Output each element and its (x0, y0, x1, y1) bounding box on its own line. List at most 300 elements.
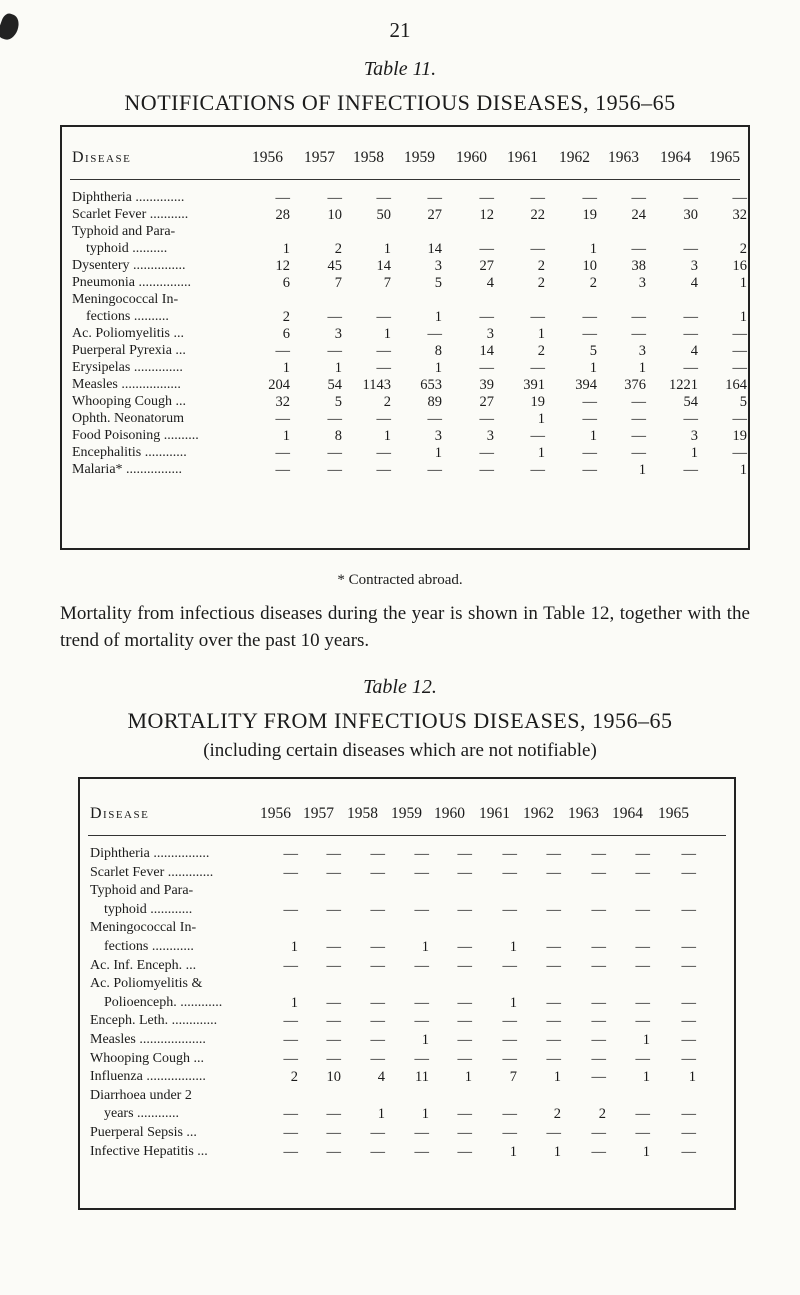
row-label (90, 884, 193, 898)
cell-1962: — (546, 939, 561, 955)
cell-1958: 1 (377, 1106, 385, 1123)
cell-1956: — (283, 957, 298, 974)
row-label-line1: Typhoid and Para- (90, 883, 194, 899)
row-label-line1: Meningococcal In- (90, 920, 197, 936)
cell-1964: 4 (690, 275, 698, 291)
cell-1958: — (376, 190, 391, 206)
row-label-text: typhoid ............ (104, 901, 193, 917)
cell-1959: — (414, 1013, 429, 1030)
cell-1957: 45 (327, 258, 342, 274)
cell-1958: 14 (376, 258, 391, 274)
header-year-1964: 1964 (612, 805, 643, 822)
cell-1959: 3 (434, 428, 442, 444)
row-label (72, 327, 184, 341)
cell-1957: — (326, 901, 341, 918)
row-label (90, 866, 213, 880)
cell-1964: — (635, 864, 650, 881)
cell-1961: 1 (537, 411, 545, 427)
cell-1963: — (591, 939, 606, 955)
cell-1958: 50 (376, 207, 391, 223)
cell-1965: — (681, 901, 696, 918)
cell-1958: 1143 (362, 377, 391, 393)
cell-1962: 2 (553, 1106, 561, 1123)
cell-1960: — (457, 939, 472, 955)
cell-1961: 2 (537, 275, 545, 291)
cell-1961: — (502, 957, 517, 974)
cell-1957: — (326, 1050, 341, 1067)
cell-1965: — (681, 994, 696, 1011)
row-label (72, 293, 178, 307)
cell-1959: 11 (415, 1069, 429, 1086)
row-label (72, 429, 199, 443)
cell-1957: — (327, 411, 342, 427)
cell-1956: 12 (275, 258, 290, 274)
header-year-1962: 1962 (559, 149, 590, 166)
cell-1956: — (275, 445, 290, 461)
header-year-1957: 1957 (303, 805, 334, 822)
header-rule (70, 179, 740, 180)
row-label-text: Infective Hepatitis ... (90, 1143, 208, 1159)
row-label-line2 (104, 1107, 179, 1121)
row-label-line1: Meningococcal In- (72, 292, 179, 307)
cell-1961: 1 (509, 994, 517, 1011)
cell-1965: 164 (725, 377, 747, 393)
cell-1964: — (635, 1013, 650, 1030)
cell-1964: 1 (642, 1069, 650, 1086)
cell-1965: 16 (732, 258, 747, 274)
cell-1956: — (283, 1143, 298, 1160)
table11-title: NOTIFICATIONS OF INFECTIOUS DISEASES, 1956–65 (124, 90, 676, 115)
row-label (90, 1014, 217, 1028)
row-label (72, 378, 181, 392)
header-year-1958: 1958 (353, 149, 384, 166)
cell-1957: — (326, 846, 341, 862)
cell-1960: — (479, 241, 494, 257)
cell-1959: 653 (420, 377, 442, 393)
cell-1962: — (582, 326, 597, 342)
header-year-1962: 1962 (523, 805, 554, 822)
cell-1963: — (631, 445, 646, 461)
cell-1962: — (546, 864, 561, 881)
row-label-text: fections .......... (86, 309, 169, 324)
cell-1959: 27 (427, 207, 442, 223)
cell-1959: 1 (421, 939, 429, 955)
cell-1965: 5 (739, 394, 747, 410)
cell-1965: — (681, 1032, 696, 1048)
row-label-text: Influenza ................. (90, 1069, 206, 1085)
cell-1960: — (479, 309, 494, 325)
cell-1962: — (582, 445, 597, 461)
cell-1956: — (283, 864, 298, 881)
cell-1961: — (530, 241, 545, 257)
cell-1960: — (457, 957, 472, 974)
cell-1963: — (631, 411, 646, 427)
cell-1964: — (683, 462, 698, 478)
header-disease: Disease (90, 805, 150, 822)
cell-1963: — (631, 326, 646, 342)
cell-1962: — (546, 994, 561, 1011)
cell-1963: 24 (631, 207, 646, 223)
cell-1962: 10 (582, 258, 597, 274)
cell-1965: — (732, 343, 747, 359)
cell-1962: — (582, 190, 597, 206)
cell-1960: 3 (486, 326, 494, 342)
cell-1957: 5 (334, 394, 342, 410)
cell-1963: — (591, 1013, 606, 1030)
cell-1960: — (457, 1106, 472, 1123)
cell-1959: — (414, 994, 429, 1011)
cell-1960: 39 (479, 377, 494, 393)
table11-caption: Table 11. (363, 58, 437, 80)
cell-1962: — (582, 462, 597, 478)
cell-1957: — (326, 939, 341, 955)
cell-1959: 8 (434, 343, 442, 359)
cell-1960: — (479, 360, 494, 376)
cell-1962: — (546, 1032, 561, 1048)
row-label-text: Malaria* ................ (72, 462, 183, 477)
row-label-text: typhoid .......... (86, 241, 168, 256)
row-label (72, 191, 184, 205)
row-label (90, 977, 202, 991)
cell-1959: 1 (434, 360, 442, 376)
cell-1959: 3 (434, 258, 442, 274)
cell-1962: 1 (553, 1069, 561, 1086)
cell-1961: — (530, 360, 545, 376)
row-label (90, 1070, 206, 1084)
cell-1958: 4 (377, 1069, 385, 1086)
cell-1958: — (370, 1013, 385, 1030)
cell-1963: — (591, 1050, 606, 1067)
cell-1962: — (546, 1013, 561, 1030)
row-label (72, 412, 184, 426)
cell-1960: 4 (486, 275, 494, 291)
cell-1960: — (457, 864, 472, 881)
cell-1962: 5 (589, 343, 597, 359)
row-label-text: years ............ (104, 1106, 180, 1122)
cell-1956: 1 (282, 241, 290, 257)
cell-1958: 1 (383, 241, 391, 257)
cell-1965: — (732, 326, 747, 342)
cell-1961: — (502, 901, 517, 918)
row-label-text: Ac. Inf. Enceph. ... (90, 957, 197, 973)
cell-1960: 14 (479, 343, 494, 359)
row-label-text: Scarlet Fever ............. (90, 864, 214, 880)
cell-1956: — (275, 411, 290, 427)
cell-1957: — (326, 864, 341, 881)
row-label (72, 225, 175, 239)
cell-1962: 1 (553, 1143, 561, 1160)
header-year-1958: 1958 (347, 805, 378, 822)
header-year-1959: 1959 (391, 805, 422, 822)
row-label (72, 463, 182, 477)
cell-1960: — (457, 901, 472, 918)
row-label (90, 1145, 208, 1159)
cell-1964: — (635, 994, 650, 1011)
cell-1958: — (370, 1125, 385, 1141)
cell-1957: — (327, 445, 342, 461)
cell-1963: 3 (638, 343, 646, 359)
cell-1959: 1 (421, 1106, 429, 1123)
row-label-text: Whooping Cough ... (72, 394, 186, 409)
row-label-text: Ac. Poliomyelitis ... (72, 326, 184, 341)
cell-1963: 1 (638, 360, 646, 376)
header-year-1960: 1960 (456, 149, 487, 166)
cell-1963: — (631, 241, 646, 257)
cell-1956: — (283, 1013, 298, 1030)
cell-1963: 38 (631, 258, 646, 274)
row-label-text: fections ............ (104, 939, 194, 954)
cell-1957: 2 (334, 241, 342, 257)
cell-1958: — (376, 343, 391, 359)
table11-frame (60, 125, 750, 550)
cell-1956: — (275, 190, 290, 206)
cell-1956: 2 (290, 1069, 298, 1086)
cell-1965: 32 (732, 207, 747, 223)
cell-1965: — (681, 846, 696, 862)
cell-1960: 1 (464, 1069, 472, 1086)
row-label (72, 208, 188, 222)
row-label (72, 259, 186, 273)
cell-1960: — (479, 462, 494, 478)
cell-1963: — (631, 394, 646, 410)
cell-1958: — (370, 901, 385, 918)
row-label-text: Enceph. Leth. ............. (90, 1013, 218, 1029)
row-label-text: Puerperal Pyrexia ... (72, 343, 186, 358)
row-label-line2 (86, 310, 169, 324)
row-label (90, 921, 196, 935)
cell-1964: — (683, 309, 698, 325)
cell-1961: 22 (530, 207, 545, 223)
cell-1957: — (326, 957, 341, 974)
row-label (72, 344, 186, 358)
cell-1958: — (376, 411, 391, 427)
table12-title: MORTALITY FROM INFECTIOUS DISEASES, 1956–65 (127, 708, 673, 733)
cell-1957: — (326, 994, 341, 1011)
cell-1957: — (327, 343, 342, 359)
cell-1962: — (582, 394, 597, 410)
cell-1958: — (370, 864, 385, 881)
cell-1961: — (502, 846, 517, 862)
cell-1964: — (635, 1050, 650, 1067)
cell-1964: — (683, 360, 698, 376)
row-label (72, 361, 183, 375)
cell-1963: — (631, 428, 646, 444)
cell-1957: — (327, 462, 342, 478)
row-label-text: Dysentery ............... (72, 258, 186, 273)
cell-1956: — (283, 846, 298, 862)
cell-1957: — (326, 1125, 341, 1141)
row-label-text: Diphtheria .............. (72, 190, 185, 205)
cell-1957: 54 (327, 377, 342, 393)
cell-1956: — (283, 1050, 298, 1067)
cell-1960: — (457, 1050, 472, 1067)
cell-1959: 5 (434, 275, 442, 291)
cell-1959: — (414, 1125, 429, 1141)
cell-1961: 19 (530, 394, 545, 410)
cell-1965: — (681, 939, 696, 955)
cell-1963: 1 (638, 462, 646, 478)
row-label (72, 276, 191, 290)
cell-1958: — (370, 957, 385, 974)
cell-1962: — (582, 411, 597, 427)
cell-1964: — (683, 190, 698, 206)
header-year-1957: 1957 (304, 149, 335, 166)
row-label-text: Food Poisoning .......... (72, 428, 199, 443)
cell-1956: 1 (290, 939, 298, 955)
cell-1956: 1 (282, 428, 290, 444)
cell-1961: — (530, 309, 545, 325)
cell-1960: — (479, 445, 494, 461)
cell-1956: 204 (268, 377, 290, 393)
cell-1965: — (681, 1106, 696, 1123)
cell-1965: 1 (739, 462, 747, 478)
cell-1956: — (283, 1032, 298, 1048)
cell-1963: — (591, 1069, 606, 1086)
cell-1965: 1 (688, 1069, 696, 1086)
cell-1962: — (546, 1050, 561, 1067)
cell-1956: 6 (282, 275, 290, 291)
cell-1964: — (635, 846, 650, 862)
cell-1959: 1 (434, 445, 442, 461)
cell-1964: — (635, 901, 650, 918)
row-label (90, 959, 196, 973)
row-label-text: Encephalitis ............ (72, 445, 187, 460)
cell-1963: — (591, 1125, 606, 1141)
table12-frame (78, 777, 736, 1210)
cell-1957: 7 (334, 275, 342, 291)
cell-1965: — (681, 1050, 696, 1067)
table12-subtitle: (including certain diseases which are not notifiable) (203, 740, 597, 761)
row-label (90, 1052, 204, 1066)
cell-1964: — (683, 241, 698, 257)
row-label-line1: Typhoid and Para- (72, 224, 176, 239)
row-label-text: Ophth. Neonatorum (72, 411, 184, 426)
cell-1957: — (327, 309, 342, 325)
cell-1961: — (530, 190, 545, 206)
body-paragraph: Mortality from infectious diseases during the year is shown in Table 12, together with the trend of mortality over the past 10 years. (60, 603, 750, 651)
cell-1956: 6 (282, 326, 290, 342)
cell-1958: — (376, 462, 391, 478)
cell-1957: 10 (327, 207, 342, 223)
cell-1959: 14 (427, 241, 442, 257)
cell-1958: — (376, 360, 391, 376)
cell-1957: 10 (326, 1069, 341, 1086)
row-label-text: Puerperal Sepsis ... (90, 1125, 197, 1140)
cell-1964: 3 (690, 258, 698, 274)
cell-1962: 394 (575, 377, 597, 393)
cell-1956: — (283, 1106, 298, 1123)
cell-1956: 28 (275, 207, 290, 223)
table11-footnote: * Contracted abroad. (337, 572, 463, 588)
cell-1957: 8 (334, 428, 342, 444)
cell-1965: 2 (739, 241, 747, 257)
cell-1965: — (732, 411, 747, 427)
header-year-1963: 1963 (568, 805, 599, 822)
cell-1963: — (591, 1032, 606, 1048)
cell-1960: — (479, 190, 494, 206)
cell-1963: — (631, 309, 646, 325)
cell-1957: — (326, 1013, 341, 1030)
row-label (90, 1033, 206, 1047)
row-label-line1: Ac. Poliomyelitis & (90, 976, 203, 992)
cell-1960: — (457, 1125, 472, 1141)
cell-1956: — (275, 462, 290, 478)
cell-1964: — (635, 939, 650, 955)
row-label (90, 1089, 192, 1103)
cell-1960: 3 (486, 428, 494, 444)
cell-1958: 1 (383, 326, 391, 342)
cell-1959: — (414, 1143, 429, 1160)
row-label-text: Measles ................. (72, 377, 181, 392)
cell-1963: — (591, 846, 606, 862)
cell-1964: 30 (683, 207, 698, 223)
cell-1959: — (427, 462, 442, 478)
cell-1959: 1 (434, 309, 442, 325)
row-label-text: Scarlet Fever ........... (72, 207, 189, 222)
cell-1965: — (681, 1125, 696, 1141)
cell-1963: — (591, 994, 606, 1011)
cell-1962: — (546, 846, 561, 862)
cell-1958: 2 (383, 394, 391, 410)
row-label (90, 847, 209, 861)
cell-1964: 54 (683, 394, 698, 410)
cell-1959: — (414, 846, 429, 862)
cell-1958: — (370, 1143, 385, 1160)
cell-1957: — (326, 1106, 341, 1123)
row-label (72, 446, 187, 460)
cell-1957: 1 (334, 360, 342, 376)
row-label-text: Polioenceph. ............ (104, 994, 223, 1010)
cell-1964: 1 (690, 445, 698, 461)
cell-1961: 7 (509, 1069, 517, 1086)
cell-1961: 1 (537, 326, 545, 342)
cell-1961: — (530, 462, 545, 478)
cell-1965: — (681, 1013, 696, 1030)
row-label-text: Pneumonia ............... (72, 275, 191, 290)
cell-1957: — (327, 190, 342, 206)
cell-1963: — (631, 190, 646, 206)
cell-1959: 89 (427, 394, 442, 410)
cell-1958: — (370, 939, 385, 955)
cell-1961: — (502, 1106, 517, 1123)
cell-1964: 1 (642, 1143, 650, 1160)
cell-1965: 1 (739, 275, 747, 291)
row-label-text: Diphtheria ................ (90, 846, 210, 861)
cell-1960: — (457, 1032, 472, 1048)
header-year-1959: 1959 (404, 149, 435, 166)
cell-1964: 4 (690, 343, 698, 359)
cell-1962: — (546, 957, 561, 974)
row-label (90, 1126, 197, 1140)
row-label-text: Erysipelas .............. (72, 360, 183, 375)
row-label-text: Whooping Cough ... (90, 1050, 204, 1066)
header-year-1963: 1963 (608, 149, 639, 166)
cell-1961: 1 (509, 939, 517, 955)
cell-1964: — (635, 1106, 650, 1123)
cell-1956: 1 (282, 360, 290, 376)
cell-1963: — (591, 957, 606, 974)
cell-1963: 2 (598, 1106, 606, 1123)
cell-1962: — (582, 309, 597, 325)
cell-1964: 3 (690, 428, 698, 444)
cell-1964: — (635, 1125, 650, 1141)
cell-1956: — (275, 343, 290, 359)
cell-1958: — (370, 1050, 385, 1067)
header-disease: Disease (72, 149, 132, 166)
cell-1965: 19 (732, 428, 747, 444)
cell-1965: — (681, 957, 696, 974)
cell-1958: 7 (383, 275, 391, 291)
